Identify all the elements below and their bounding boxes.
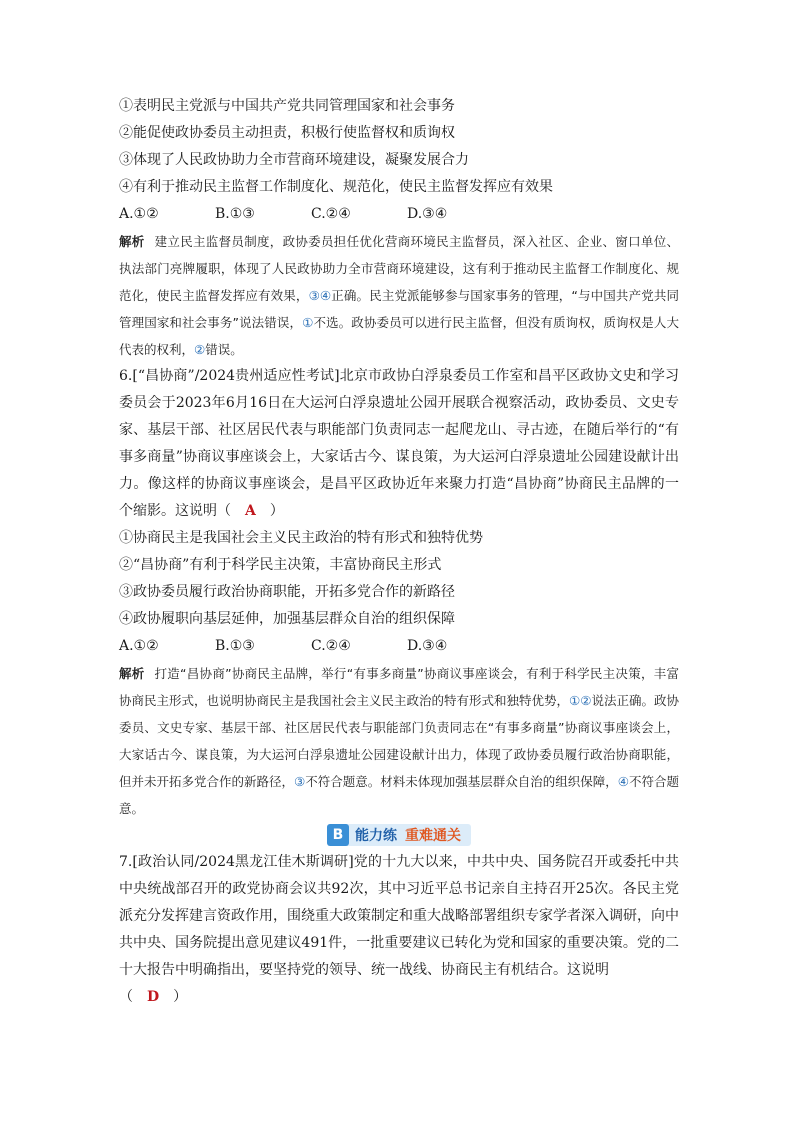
q7-paren-open: （ xyxy=(119,989,133,1005)
q5-choice-a: A.①② xyxy=(119,206,159,222)
q6-choices xyxy=(119,633,679,660)
q5-explanation-text-2: 正确。民主党派能够参与国家事务的管理，“与中国共产党共同管理国家和社会事务”说法错误， xyxy=(119,288,679,330)
q5-explanation-text-3: 不选。政协委员可以进行民主监督，但没有质询权，质询权是人大代表的权利， xyxy=(119,315,679,357)
q7-answer: D xyxy=(147,989,160,1005)
q6-option-3: ③政协委员履行政治协商职能，开拓多党合作的新路径 xyxy=(119,584,455,600)
q5-choice-c: C.②④ xyxy=(311,206,351,222)
q6-explanation-text-1: 打造“昌协商”协商民主品牌，举行“有事多商量”协商议事座谈会，有利于科学民主决策，丰富协商民主形式，也说明协商民主是我国社会主义民主政治的特有形式和独特优势， xyxy=(119,666,679,708)
section-subtitle: 重难通关 xyxy=(405,828,461,844)
q6-explanation-highlight-3: ④ xyxy=(617,774,629,789)
q5-choices xyxy=(119,201,679,228)
q5-choice-d: D.③④ xyxy=(407,206,448,222)
q6-answer: A xyxy=(245,503,256,519)
q5-explanation xyxy=(119,228,679,363)
q7-stem: 7.[政治认同/2024黑龙江佳木斯调研]党的十九大以来，中共中央、国务院召开或委托中共中央统战部召开的政党协商会议共92次，其中习近平总书记亲自主持召开25次。各民主党派充分发挥建言资政作用，围绕重大政策制定和重大战略部署组织专家学者深入调研，向中共中央、国务院提出意见建议491件，一批重要建议已转化为党和国家的重要决策。党的二十大报告中明确指出，要坚持党的领导、统一战线、协商民主有机结合。这说明 xyxy=(119,854,679,978)
q6-option-1: ①协商民主是我国社会主义民主政治的特有形式和独特优势 xyxy=(119,530,483,546)
section-badge xyxy=(327,824,471,846)
q5-option-1: ①表明民主党派与中国共产党共同管理国家和社会事务 xyxy=(119,98,455,114)
q6-explanation xyxy=(119,660,679,822)
q6-explanation-text-4: 不符合题意。 xyxy=(119,774,679,816)
q5-explanation-text-1: 建立民主监督员制度，政协委员担任优化营商环境民主监督员，深入社区、企业、窗口单位、执法部门亮牌履职，体现了人民政协助力全市营商环境建设，这有利于推动民主监督工作制度化、规范化，使民主监督发挥应有效果， xyxy=(119,234,679,303)
q5-choice-b: B.①③ xyxy=(215,206,255,222)
q5-explanation-highlight-3: ② xyxy=(194,342,206,357)
q6-choice-b: B.①③ xyxy=(215,638,255,654)
q6-explanation-highlight-1: ①② xyxy=(569,693,592,708)
q6-options xyxy=(119,525,679,633)
q6-explanation-text-2: 说法正确。政协委员、文史专家、基层干部、社区居民代表与职能部门负责同志在“有事多商量”协商议事座谈会上，大家话古今、谋良策，为大运河白浮泉遗址公园建设献计出力，体现了政协委员履行政治协商职能，但并未开拓多党合作的新路径， xyxy=(119,693,679,789)
q6-explanation-label: 解析 xyxy=(119,666,145,681)
q5-explanation-highlight-2: ① xyxy=(302,315,314,330)
q6-choice-d: D.③④ xyxy=(407,638,448,654)
q6-option-2: ②“昌协商”有利于科学民主决策，丰富协商民主形式 xyxy=(119,557,442,573)
q5-explanation-highlight-1: ③④ xyxy=(308,288,332,303)
q6-choice-a: A.①② xyxy=(119,638,159,654)
q5-option-2: ②能促使政协委员主动担责，积极行使监督权和质询权 xyxy=(119,125,455,141)
q6-stem-close: ） xyxy=(269,503,284,519)
document-page xyxy=(119,93,679,1011)
q6-option-4: ④政协履职向基层延伸，加强基层群众自治的组织保障 xyxy=(119,611,455,627)
q5-options xyxy=(119,93,679,201)
q6-explanation-text-3: 不符合题意。材料未体现加强基层群众自治的组织保障， xyxy=(305,774,618,789)
section-header xyxy=(119,824,679,846)
q5-option-3: ③体现了人民政协助力全市营商环境建设，凝聚发展合力 xyxy=(119,152,469,168)
q7-answer-line xyxy=(119,984,679,1011)
section-letter-icon: B xyxy=(327,824,349,846)
q6-choice-c: C.②④ xyxy=(311,638,351,654)
q6-stem xyxy=(119,363,679,525)
q5-explanation-text-4: 错误。 xyxy=(205,342,243,357)
section-title: 能力练 xyxy=(355,828,397,844)
q6-stem-text: 6.[“昌协商”/2024贵州适应性考试]北京市政协白浮泉委员工作室和昌平区政协文史和学习委员会于2023年6月16日在大运河白浮泉遗址公园开展联合视察活动，政协委员、文史专家、基层干部、社区居民代表与职能部门负责同志一起爬龙山、寻古迹，在随后举行的“有事多商量”协商议事座谈会上，大家话古今、谋良策，为大运河白浮泉遗址公园建设献计出力。像这样的协商议事座谈会，是昌平区政协近年来聚力打造“昌协商”协商民主品牌的一个缩影。这说明（ xyxy=(119,368,679,519)
q6-explanation-highlight-2: ③ xyxy=(294,774,306,789)
q5-option-4: ④有利于推动民主监督工作制度化、规范化，使民主监督发挥应有效果 xyxy=(119,179,553,195)
q7-paren-close: ） xyxy=(173,989,188,1005)
q5-explanation-label: 解析 xyxy=(119,234,145,249)
